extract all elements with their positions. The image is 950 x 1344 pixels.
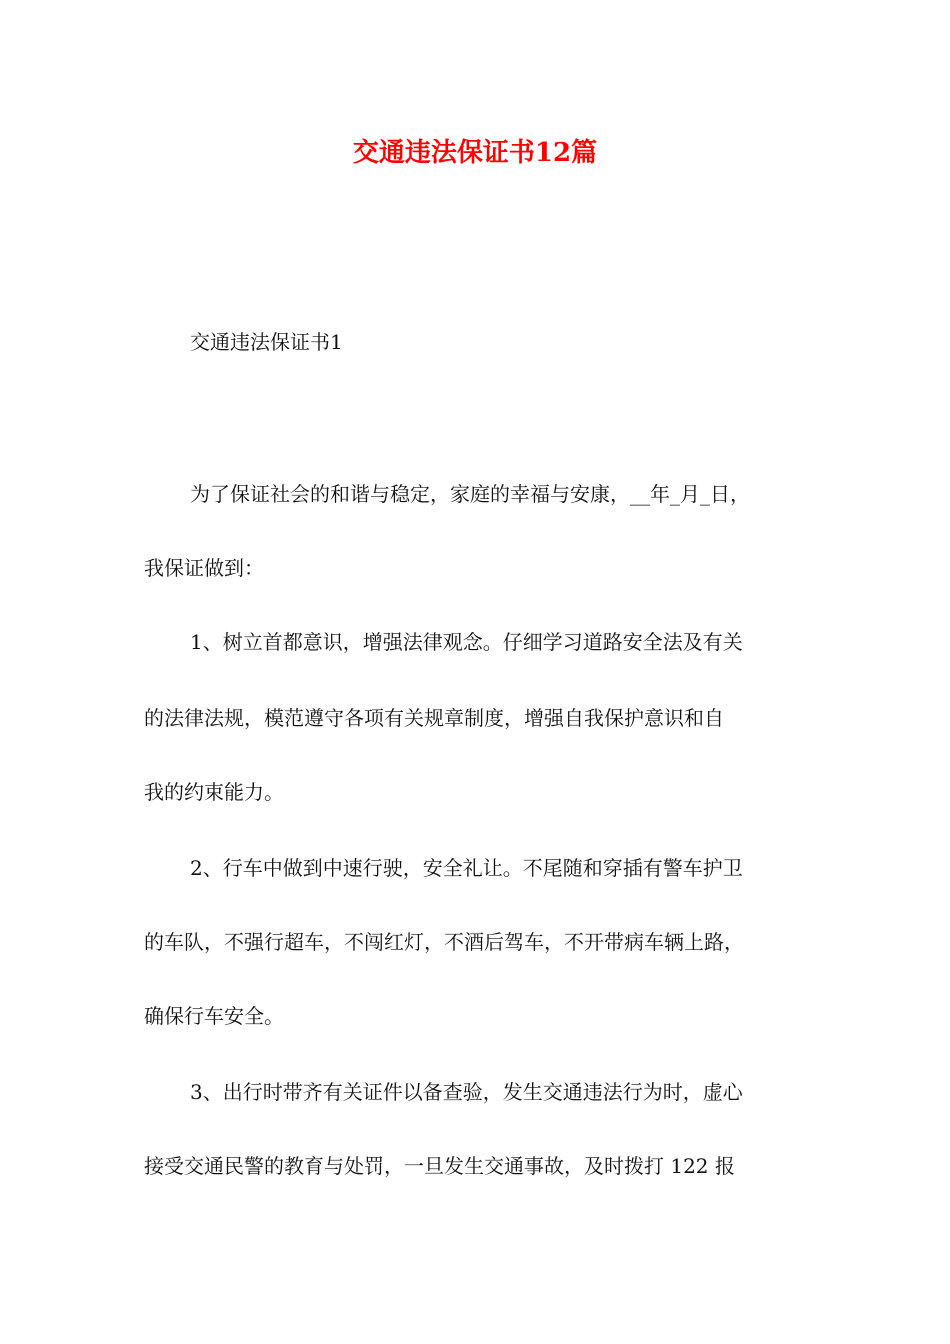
paragraph-line: 的法律法规，模范遵守各项有关规章制度，增强自我保护意识和自 (144, 706, 724, 730)
paragraph-line: 为了保证社会的和谐与稳定，家庭的幸福与安康，__年_月_日， (190, 482, 750, 506)
paragraph-line: 3、出行时带齐有关证件以备查验，发生交通违法行为时，虚心 (190, 1080, 743, 1104)
section-heading: 交通违法保证书1 (190, 330, 343, 354)
paragraph-line: 确保行车安全。 (144, 1004, 284, 1028)
paragraph-line: 2、行车中做到中速行驶，安全礼让。不尾随和穿插有警车护卫 (190, 856, 743, 880)
paragraph-line: 我的约束能力。 (144, 780, 284, 804)
paragraph-line: 1、树立首都意识，增强法律观念。仔细学习道路安全法及有关 (190, 630, 743, 654)
paragraph-line: 接受交通民警的教育与处罚，一旦发生交通事故，及时拨打 122 报 (144, 1154, 735, 1178)
document-title: 交通违法保证书12篇 (352, 138, 598, 168)
paragraph-line: 我保证做到： (144, 556, 264, 580)
paragraph-line: 的车队，不强行超车，不闯红灯，不酒后驾车，不开带病车辆上路， (144, 930, 744, 954)
